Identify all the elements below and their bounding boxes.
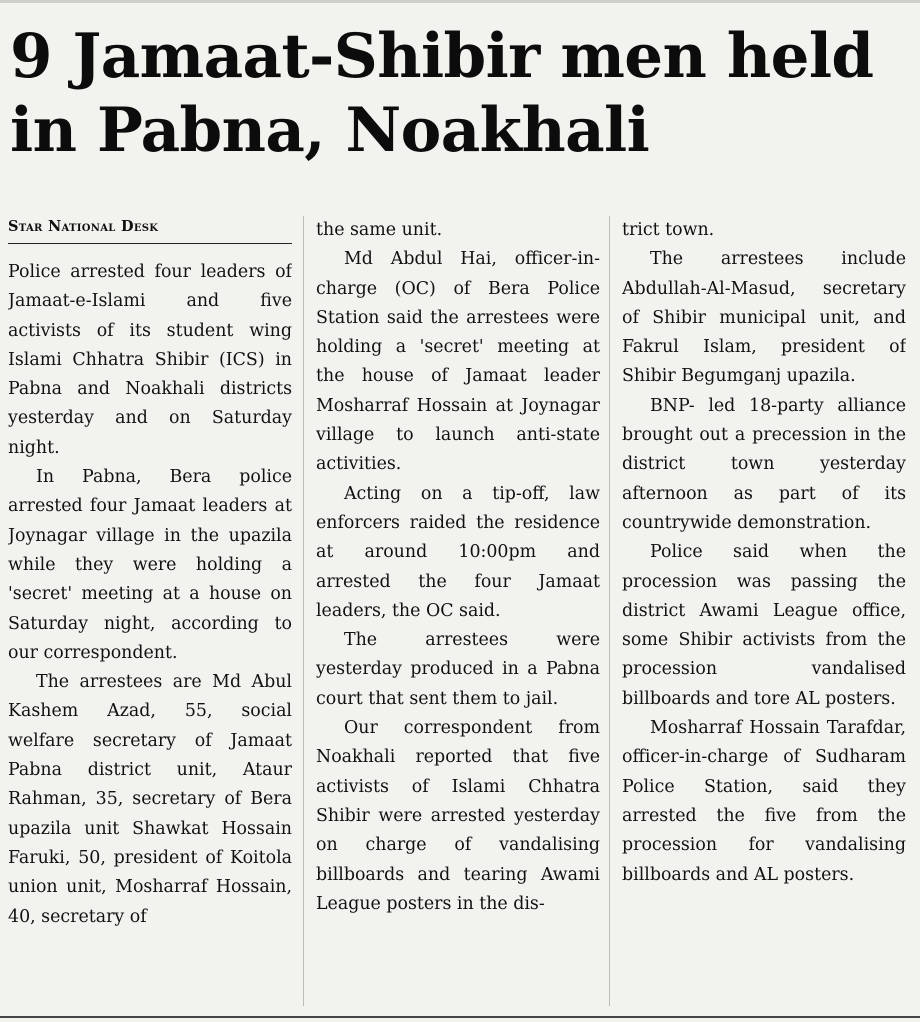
byline: Star National Desk <box>8 216 292 244</box>
paragraph: trict town. <box>622 220 715 240</box>
article-body <box>8 216 908 1008</box>
article-column-1 <box>8 216 292 1008</box>
top-rule <box>0 0 920 3</box>
paragraph: The arrestees are Md Abul Kashem Azad, 55, social welfare secretary of Jamaat Pabna district unit, Ataur Rahman, 35, secretary of Bera upazila unit Shawkat Hossain Faruki, 50, president of Koitola union unit, Mosharraf Hossain, 40, secretary of <box>8 672 292 927</box>
headline: 9 Jamaat-Shibir men held in Pabna, Noakhali <box>10 21 874 166</box>
article-column-3 <box>622 216 906 1008</box>
paragraph: Mosharraf Hossain Tarafdar, officer-in-charge of Sudharam Police Station, said they arrested the five from the procession for vandalising billboards and AL posters. <box>622 718 906 885</box>
paragraph: Police arrested four leaders of Jamaat-e-Islami and five activists of its student wing Islami Chhatra Shibir (ICS) in Pabna and Noakhali districts yesterday and on Saturday night. <box>8 262 292 458</box>
paragraph: BNP- led 18-party alliance brought out a precession in the district town yesterday afternoon as part of its countrywide demonstration. <box>622 395 906 533</box>
paragraph: Our correspondent from Noakhali reported that five activists of Islami Chhatra Shibir were arrested yesterday on charge of vandalising billboards and tearing Awami League posters in the dis- <box>316 718 600 914</box>
article-column-2 <box>316 216 600 1008</box>
paragraph: the same unit. <box>316 220 443 240</box>
bottom-rule <box>0 1016 920 1018</box>
paragraph: Md Abdul Hai, officer-in-charge (OC) of Bera Police Station said the arrestees were holding a 'secret' meeting at the house of Jamaat leader Mosharraf Hossain at Joynagar village to launch anti-state activities. <box>316 249 600 475</box>
paragraph: In Pabna, Bera police arrested four Jamaat leaders at Joynagar village in the upazila while they were holding a 'secret' meeting at a house on Saturday night, according to our correspondent. <box>8 467 292 663</box>
paragraph: Acting on a tip-off, law enforcers raided the residence at around 10:00pm and arrested the four Jamaat leaders, the OC said. <box>316 483 600 621</box>
paragraph: The arrestees include Abdullah-Al-Masud, secretary of Shibir municipal unit, and Fakrul Islam, president of Shibir Begumganj upazila. <box>622 249 906 387</box>
paragraph: Police said when the procession was passing the district Awami League office, some Shibir activists from the procession vandalised billboards and tore AL posters. <box>622 542 906 709</box>
paragraph: The arrestees were yesterday produced in a Pabna court that sent them to jail. <box>316 630 600 709</box>
